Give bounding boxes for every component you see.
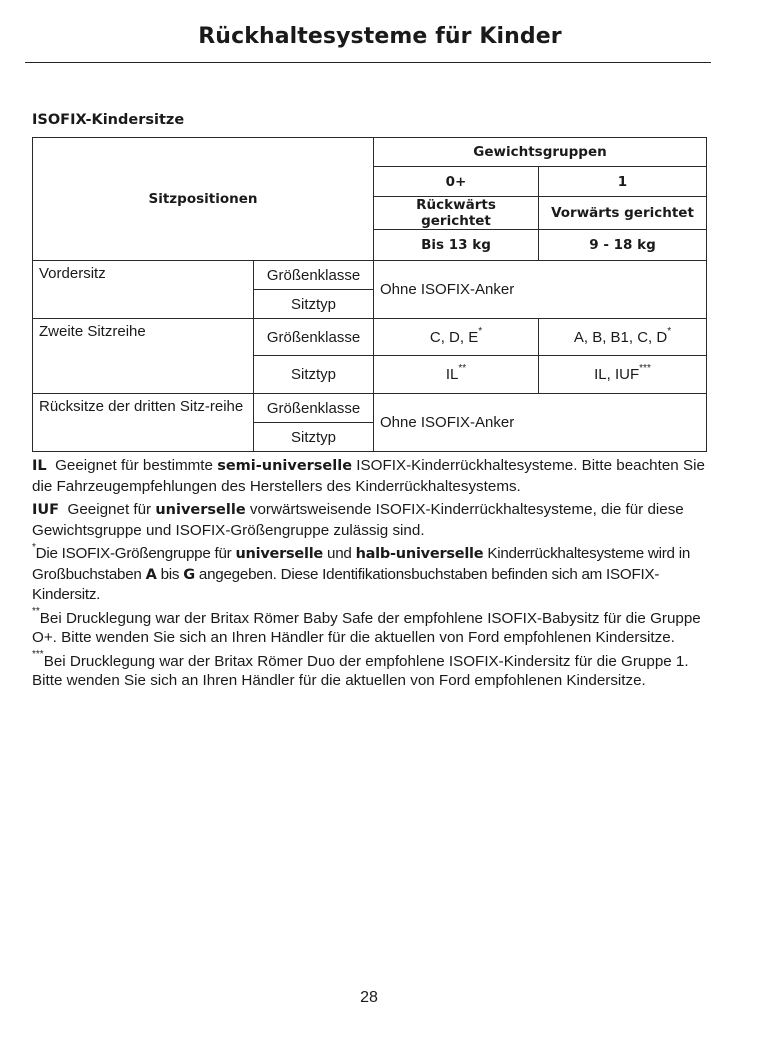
note-iuf: IUF Geeignet für universelle vorwärtsweisende ISOFIX-Kinderrückhaltesysteme, die für diese Gewichtsgruppe und ISOFIX-Größengruppe zulässig sind. bbox=[32, 501, 684, 539]
row-position-third: Rücksitze der dritten Sitz-reihe bbox=[33, 394, 254, 452]
footnote-1: *Die ISOFIX-Größengruppe für universelle und halb-universelle Kinderrückhaltesysteme wird in Großbuchstaben A bis G angegeben. Diese Identifikationsbuchstaben befinden sich am ISOFIX-Kindersitz. bbox=[32, 541, 691, 603]
seat-positions-header: Sitzpositionen bbox=[33, 138, 374, 261]
group-0-header: 0+ bbox=[374, 167, 539, 197]
seat-type-label: Sitztyp bbox=[254, 423, 374, 452]
second-size-group-0: C, D, E* bbox=[374, 319, 539, 356]
page-number: 28 bbox=[360, 989, 378, 1006]
second-type-group-1: IL, IUF*** bbox=[539, 356, 707, 394]
direction-0-header: Rückwärts gerichtet bbox=[374, 197, 539, 230]
row-position-second: Zweite Sitzreihe bbox=[33, 319, 254, 394]
isofix-table bbox=[32, 137, 707, 452]
footnotes bbox=[32, 456, 712, 695]
section-heading: ISOFIX-Kindersitze bbox=[32, 112, 185, 128]
seat-type-label: Sitztyp bbox=[254, 290, 374, 319]
title-divider bbox=[25, 62, 711, 63]
direction-1-header: Vorwärts gerichtet bbox=[539, 197, 707, 230]
group-1-header: 1 bbox=[539, 167, 707, 197]
weight-groups-header: Gewichtsgruppen bbox=[374, 138, 707, 167]
row-position-front: Vordersitz bbox=[33, 261, 254, 319]
size-class-label: Größenklasse bbox=[254, 394, 374, 423]
second-size-group-1: A, B, B1, C, D* bbox=[539, 319, 707, 356]
page-title: Rückhaltesysteme für Kinder bbox=[198, 24, 562, 49]
footnote-3: ***Bei Drucklegung war der Britax Römer Duo der empfohlene ISOFIX-Kindersitz für die Gruppe 1. Bitte wenden Sie sich an Ihren Händler für die aktuellen von Ford empfohlenen Kindersitze. bbox=[32, 649, 689, 689]
footnote-2: **Bei Drucklegung war der Britax Römer Baby Safe der empfohlene ISOFIX-Babysitz für die Gruppe O+. Bitte wenden Sie sich an Ihren Händler für die aktuellen von Ford empfohlenen Kindersitze. bbox=[32, 606, 701, 646]
seat-type-label: Sitztyp bbox=[254, 356, 374, 394]
note-il: IL Geeignet für bestimmte semi-universelle ISOFIX-Kinderrückhaltesysteme. Bitte beachten Sie die Fahrzeugempfehlungen des Herstellers des Kinderrückhaltesystems. bbox=[32, 457, 705, 495]
second-type-group-0: IL** bbox=[374, 356, 539, 394]
weight-0-header: Bis 13 kg bbox=[374, 230, 539, 261]
size-class-label: Größenklasse bbox=[254, 261, 374, 290]
third-no-isofix: Ohne ISOFIX-Anker bbox=[374, 394, 707, 452]
front-no-isofix: Ohne ISOFIX-Anker bbox=[374, 261, 707, 319]
size-class-label: Größenklasse bbox=[254, 319, 374, 356]
weight-1-header: 9 - 18 kg bbox=[539, 230, 707, 261]
